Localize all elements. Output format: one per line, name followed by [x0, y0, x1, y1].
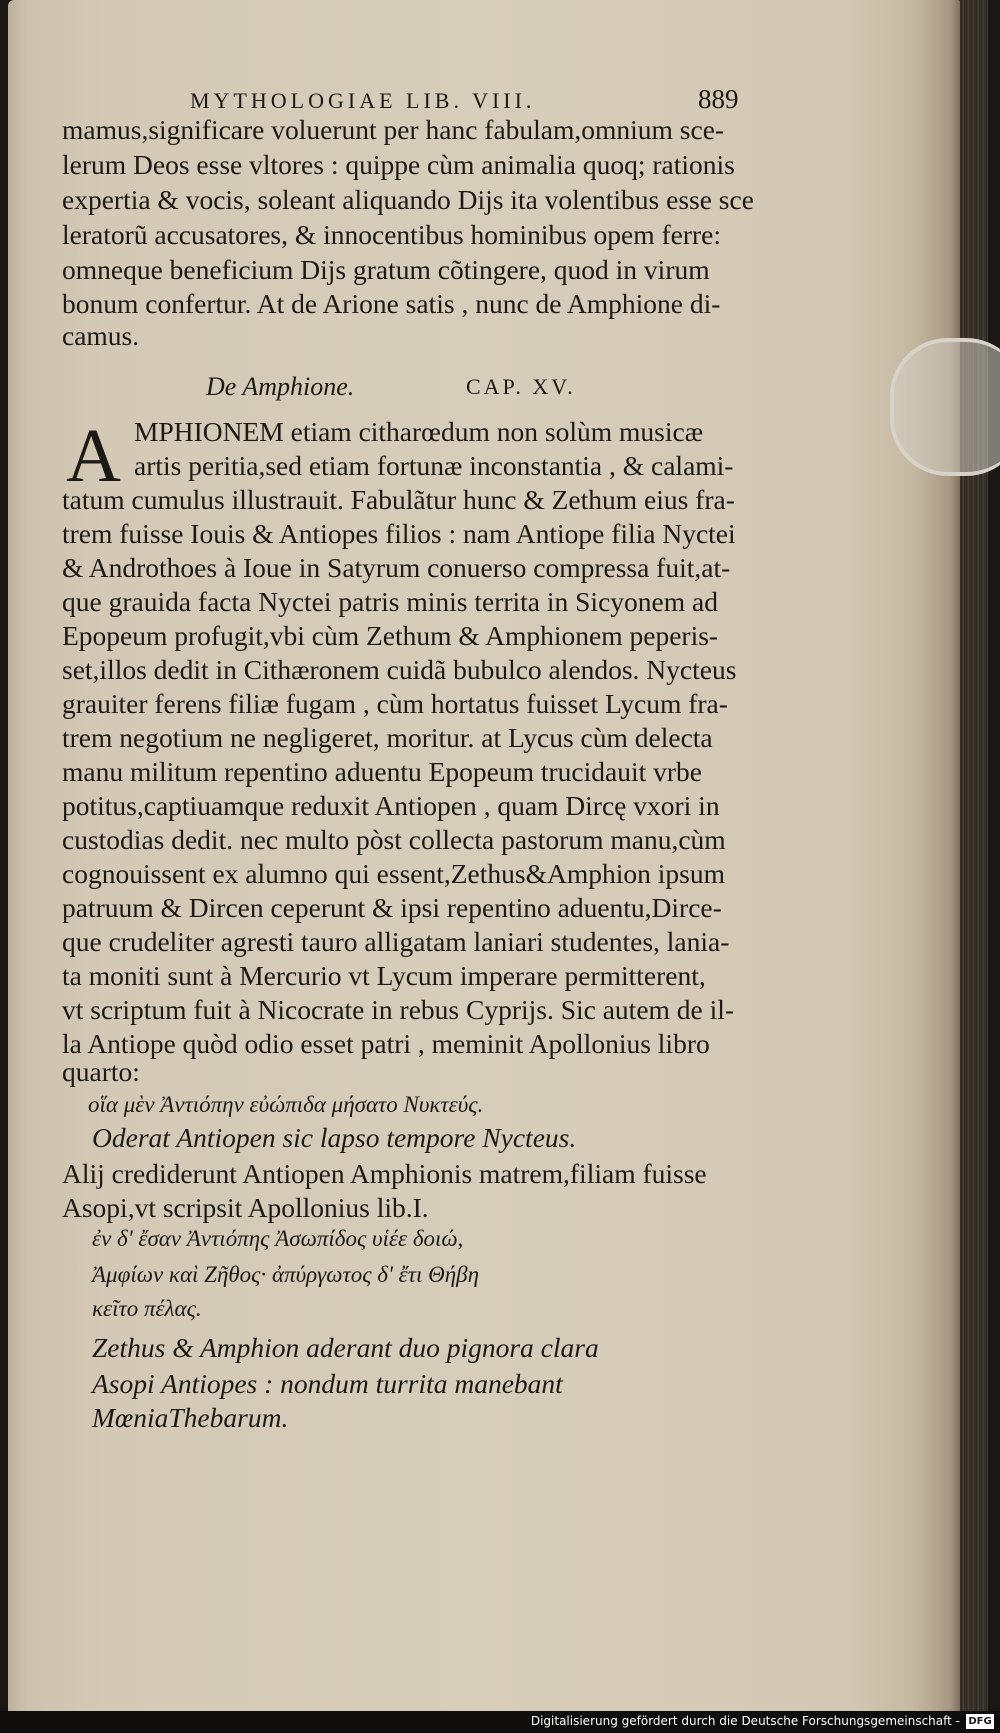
- text-line: la Antiope quòd odio esset patri , meminit Apollonius libro: [62, 1028, 710, 1059]
- text-line: set,illos dedit in Cithæronem cuidã bubulco alendos. Nycteus: [62, 654, 737, 685]
- text-line: trem negotium ne negligeret, moritur. at Lycus cùm delecta: [62, 722, 713, 753]
- text-line: & Androthoes à Ioue in Satyrum conuerso compressa fuit,at-: [62, 552, 731, 583]
- drop-cap: A: [66, 414, 121, 498]
- footer-credit: Digitalisierung gefördert durch die Deutsche Forschungsgemeinschaft -: [530, 1714, 960, 1728]
- text-line: camus.: [62, 320, 140, 351]
- text-line: patruum & Dircen ceperunt & ipsi repentino aduentu,Dirce-: [62, 892, 722, 923]
- latin-verse: Asopi Antiopes : nondum turrita manebant: [92, 1368, 563, 1399]
- text-line: omneque beneficium Dijs gratum cõtingere, quod in virum: [62, 254, 710, 285]
- page-number: 889: [698, 84, 739, 114]
- text-line: lerum Deos esse vltores : quippe cùm animalia quoq; rationis: [62, 149, 735, 180]
- chapter-number: CAP. XV.: [466, 374, 576, 399]
- text-line: tatum cumulus illustrauit. Fabulãtur hunc & Zethum eius fra-: [62, 484, 735, 515]
- text-line: manu militum repentino aduentu Epopeum trucidauit vrbe: [62, 756, 702, 787]
- text-line: que crudeliter agresti tauro alligatam laniari studentes, lania-: [62, 926, 730, 957]
- text-line: cognouissent ex alumno qui essent,Zethus&Amphion ipsum: [62, 858, 725, 889]
- greek-verse: ἐν δ' ἔσαν Ἀντιόπης Ἀσωπίδος υἱέε δοιώ,: [92, 1226, 464, 1251]
- latin-verse: Oderat Antiopen sic lapso tempore Nycteus.: [92, 1122, 577, 1153]
- text-line: ta moniti sunt à Mercurio vt Lycum imperare permitterent,: [62, 960, 706, 991]
- text-line: vt scriptum fuit à Nicocrate in rebus Cyprijs. Sic autem de il-: [62, 994, 735, 1025]
- chapter-title: De Amphione.: [206, 372, 355, 401]
- text-line: quarto:: [62, 1056, 140, 1087]
- latin-verse: MœniaThebarum.: [92, 1402, 289, 1433]
- text-line: Epopeum profugit,vbi cùm Zethum & Amphionem peperis-: [62, 620, 719, 651]
- text-line: grauiter ferens filiæ fugam , cùm hortatus fuisset Lycum fra-: [62, 688, 728, 719]
- dfg-logo-icon: DFG: [966, 1714, 994, 1729]
- greek-verse: κεῖτο πέλας.: [92, 1296, 202, 1321]
- latin-verse: Zethus & Amphion aderant duo pignora clara: [92, 1332, 599, 1363]
- running-head: MYTHOLOGIAE LIB. VIII.: [190, 88, 536, 113]
- text-line: MPHIONEM etiam citharœdum non solùm musicæ: [134, 416, 704, 447]
- text-line: custodias dedit. nec multo pòst collecta pastorum manu,cùm: [62, 824, 726, 855]
- text-line: bonum confertur. At de Arione satis , nunc de Amphione di-: [62, 288, 721, 319]
- text-line: Alij crediderunt Antiopen Amphionis matrem,filiam fuisse: [62, 1158, 707, 1189]
- text-line: que grauida facta Nyctei patris minis territa in Sicyonem ad: [62, 586, 718, 617]
- text-line: leratorũ accusatores, & innocentibus hominibus opem ferre:: [62, 219, 722, 250]
- text-line: Asopi,vt scripsit Apollonius lib.I.: [62, 1192, 429, 1223]
- text-line: artis peritia,sed etiam fortunæ inconstantia , & calami-: [134, 450, 734, 481]
- text-line: expertia & vocis, soleant aliquando Dijs ita volentibus esse sce: [62, 184, 754, 215]
- text-line: mamus,significare voluerunt per hanc fabulam,omnium sce-: [62, 114, 725, 145]
- footer-bar: [0, 1711, 1000, 1733]
- greek-verse: Ἀμφίων καὶ Ζῆθος· ἀπύργωτος δ' ἔτι Θήβη: [92, 1262, 479, 1287]
- bookmark-clip: [890, 338, 1000, 476]
- text-line: trem fuisse Iouis & Antiopes filios : nam Antiope filia Nyctei: [62, 518, 736, 549]
- greek-verse: οἵα μὲν Ἀντιόπην εὐώπιδα μήσατο Νυκτεύς.: [88, 1092, 484, 1117]
- page-edges: [960, 0, 988, 1722]
- text-line: potitus,captiuamque reduxit Antiopen , quam Dircę vxori in: [62, 790, 720, 821]
